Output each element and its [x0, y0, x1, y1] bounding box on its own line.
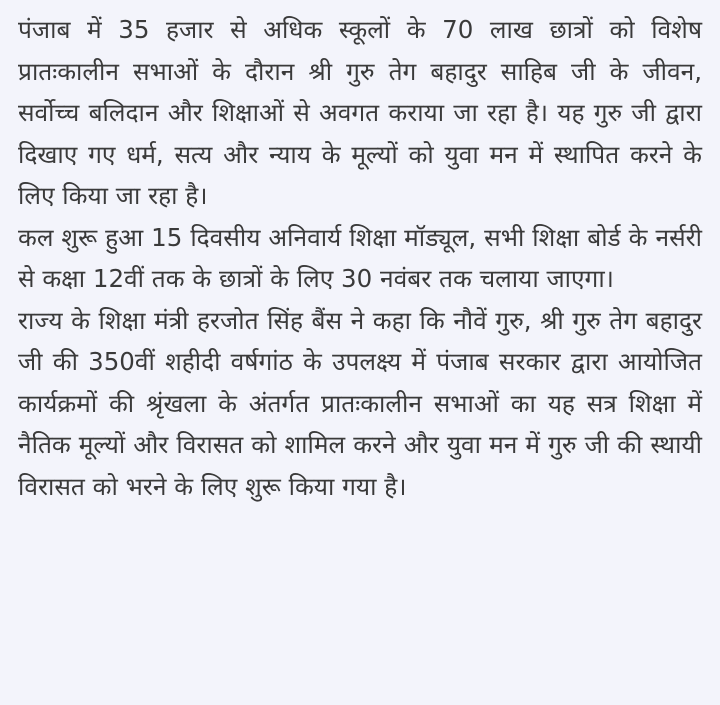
paragraph-3: राज्य के शिक्षा मंत्री हरजोत सिंह बैंस ने कहा कि नौवें गुरु, श्री गुरु तेग बहादुर जी की 350वीं शहीदी वर्षगांठ के उपलक्ष्य में पंजाब सरकार द्वारा आयोजित कार्यक्रमों की श्रृंखला के अंतर्गत प्रातःकालीन सभाओं का यह सत्र शिक्षा में नैतिक मूल्यों और विरासत को शामिल करने और युवा मन में गुरु जी की स्थायी विरासत को भरने के लिए शुरू किया गया है।	[18, 305, 702, 501]
paragraph-2: कल शुरू हुआ 15 दिवसीय अनिवार्य शिक्षा मॉड्यूल, सभी शिक्षा बोर्ड के नर्सरी से कक्षा 12वीं तक के छात्रों के लिए 30 नवंबर तक चलाया जाएगा।	[18, 222, 702, 293]
paragraph-1: पंजाब में 35 हजार से अधिक स्कूलों के 70 लाख छात्रों को विशेष प्रातःकालीन सभाओं के दौरान श्री गुरु तेग बहादुर साहिब जी के जीवन, सर्वोच्च बलिदान और शिक्षाओं से अवगत कराया जा रहा है। यह गुरु जी द्वारा दिखाए गए धर्म, सत्य और न्याय के मूल्यों को युवा मन में स्थापित करने के लिए किया जा रहा है।	[18, 15, 702, 210]
